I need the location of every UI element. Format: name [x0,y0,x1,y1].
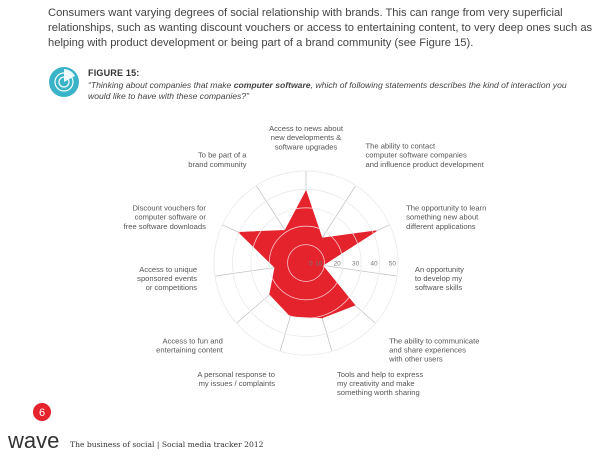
axis-label-0-line-0: Access to news about [269,123,343,133]
axis-label-1-line-2: and influence product development [365,159,484,169]
axis-label-9 [124,203,207,230]
axis-label-7-line-0: Access to fun and [162,336,223,346]
axis-label-9-line-1: computer software or [134,212,206,222]
axis-label-8-line-2: or competitions [145,283,198,293]
axis-label-1 [366,141,485,168]
question-text-after: , which of following statements describes the kind of interaction you would like to have with these companies?” [88,80,567,101]
figure-label: FIGURE 15: [88,68,140,78]
axis-label-4-line-1: and share experiences [389,345,466,355]
tick-label-0: 0 [309,260,313,268]
axis-label-2-line-2: different applications [406,221,476,231]
axis-label-5-line-2: something worth sharing [337,388,420,398]
question-text-bold: computer software [233,80,311,90]
axis-label-4-line-2: with other users [389,354,443,364]
axis-label-10 [188,151,247,169]
axis-label-6-line-0: A personal response to [197,369,275,379]
question-text-before: “Thinking about companies that make [88,80,234,90]
axis-label-7-line-1: entertaining content [156,345,223,355]
axis-label-1-line-0: The ability to contact [365,141,436,151]
axis-label-0-line-1: new developments & [270,133,342,143]
axis-label-8-line-0: Access to unique [139,264,198,274]
axis-label-6 [197,370,275,388]
axis-label-7 [156,336,224,354]
tick-label-5: 50 [388,260,396,268]
axis-label-4 [388,336,479,363]
axis-label-9-line-0: Discount vouchers for [132,203,206,213]
axis-label-1-line-1: computer software companies [365,150,467,160]
axis-label-2-line-1: something new about [406,212,479,222]
logo-number: 6 [38,407,46,419]
tick-label-4: 40 [370,260,378,268]
axis-label-3-line-0: An opportunity [414,264,464,274]
axis-label-5-line-1: my creativity and make [337,379,415,388]
axis-label-3-line-2: software skills [414,283,463,293]
logo-text: wave [8,428,60,453]
axis-label-2-line-0: The opportunity to learn [406,203,487,213]
axis-label-0 [269,124,344,151]
tick-label-1: 10 [315,260,323,268]
axis-label-8-line-1: sponsored events [137,274,198,283]
series-area [239,191,376,318]
axis-label-10-line-1: brand community [188,159,247,169]
intro-paragraph: Consumers want varying degrees of social relationship with brands. This can range from very superficial relationships, such as wanting discount vouchers or access to entertaining content, to very deep ones such as helping with product development or being part of a brand community (see Figure 15). [48,7,593,49]
axis-label-5-line-0: Tools and help to express [337,369,424,379]
axis-label-3-line-1: to develop my [414,274,463,283]
wave-logo [6,394,68,468]
axis-label-6-line-1: my issues / complaints [198,379,275,388]
axis-label-4-line-0: The ability to communicate [389,336,480,346]
axis-label-0-line-2: software upgrades [274,142,338,152]
tick-label-3: 30 [351,260,360,268]
axis-label-2 [406,203,486,230]
tick-label-2: 20 [333,260,341,268]
axis-label-10-line-0: To be part of a [197,150,247,160]
footer-text: The business of social | Social media tracker 2012 [70,440,264,449]
axis-label-8 [137,265,197,292]
axis-label-3 [415,265,464,292]
axis-label-5 [337,370,423,397]
axis-label-9-line-2: free software downloads [123,221,206,231]
